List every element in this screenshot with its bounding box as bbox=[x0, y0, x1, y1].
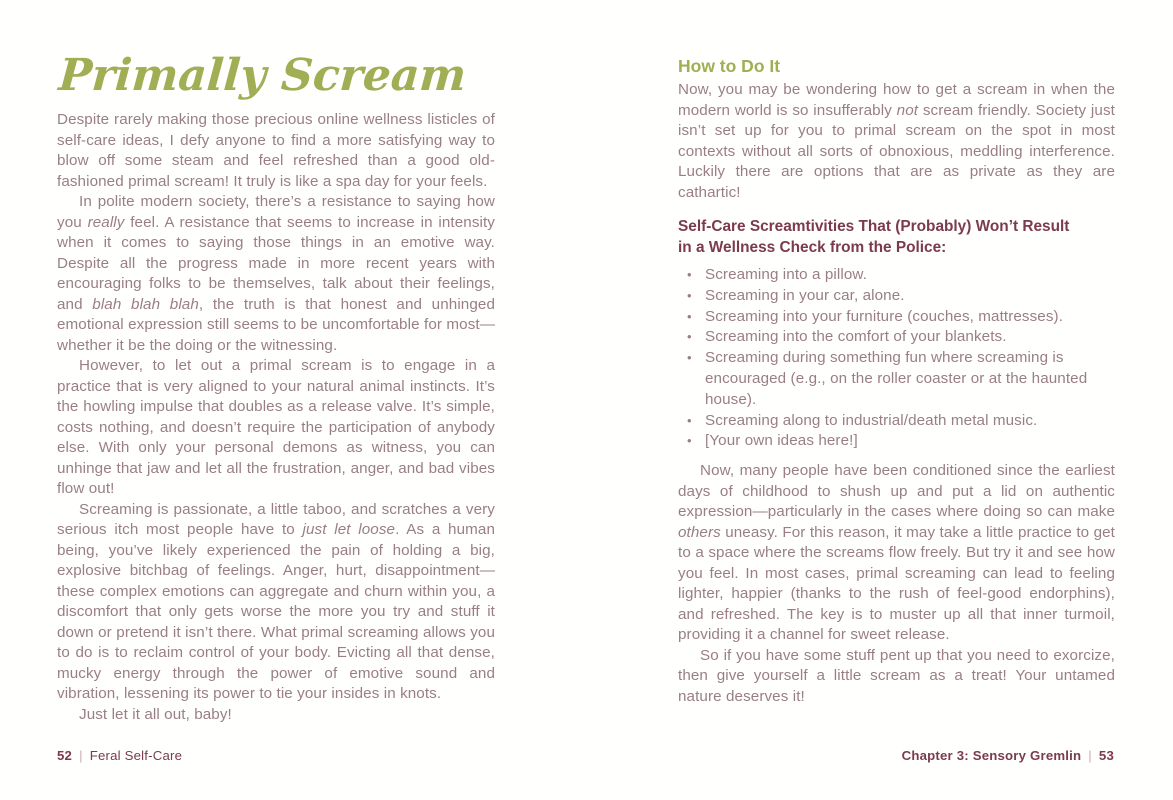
text-run: feel. A resistance that seems to increase in intensity when it comes to saying those things in an emotive way. Despite all the progress made in more recent years with encouraging folks to be themselves, talk about their feelings, and bbox=[57, 213, 496, 313]
text-run: Despite rarely making those precious online wellness listicles of self-care ideas, I defy anyone to find a more satisfying way to blow off some steam and feel refreshed than a good old-fashioned primal scream! It truly is like a spa day for your feels. bbox=[57, 111, 495, 190]
list-item: • [Your own ideas here!] bbox=[678, 431, 1115, 452]
right-page-column bbox=[678, 55, 1115, 707]
sub-heading-line2: in a Wellness Check from the Police: bbox=[678, 239, 947, 256]
left-page-number: 52 bbox=[57, 748, 73, 763]
book-title: Feral Self-Care bbox=[89, 748, 183, 763]
paragraph bbox=[678, 461, 1115, 646]
text-run: Now, you may be wondering how to get a scream in when the modern world is so insufferably bbox=[678, 81, 1115, 119]
paragraph bbox=[57, 356, 495, 500]
list-item: • Screaming into the comfort of your blankets. bbox=[678, 327, 1115, 348]
text-run: scream friendly. Society just isn’t set up for you to primal scream on the spot in most contexts without all sorts of obnoxious, meddling interference. Luckily there are options that are as private as they are cathartic! bbox=[678, 101, 1115, 201]
text-run: Screaming is passionate, a little taboo, and scratches a very serious itch most people have to bbox=[57, 500, 495, 538]
right-page-number: 53 bbox=[1098, 748, 1114, 763]
right-footer bbox=[902, 748, 1114, 764]
screamtivities-list bbox=[678, 265, 1115, 452]
text-run: . As a human being, you’ve likely experienced the pain of holding a big, explosive bitchbag of feelings. Anger, hurt, disappointment—these complex emotions can aggregate and churn within you, a discomfort that only gets worse the more you try and stuff it down or pretend it isn’t there. What primal screaming allows you to do is to reclaim control of your body. Evicting all that dense, mucky energy through the power of emotive sound and vibration, lessening its power to tie your insides in knots. bbox=[57, 521, 495, 702]
italic-text: not bbox=[896, 101, 919, 119]
chapter-label: Chapter 3: Sensory Gremlin bbox=[901, 748, 1082, 763]
list-item: • Screaming into your furniture (couches, mattresses). bbox=[678, 307, 1115, 328]
text-run: uneasy. For this reason, it may take a little practice to get to a space where the screams flow freely. But try it and see how you feel. In most cases, primal screaming can lead to feeling lighter, happier (thanks to the rush of feel-good endorphins), and refreshed. The key is to muster up all that inner turmoil, providing it a channel for sweet release. bbox=[678, 523, 1115, 644]
right-page-intro bbox=[678, 80, 1115, 203]
list-item: • Screaming in your car, alone. bbox=[678, 286, 1115, 307]
sub-heading bbox=[678, 216, 1115, 258]
page-title: Primally Scream bbox=[57, 50, 468, 101]
text-run: Now, many people have been conditioned since the earliest days of childhood to shush up and put a lid on authentic expression—particularly in the cases where doing so can make bbox=[678, 462, 1115, 521]
section-heading: How to Do It bbox=[678, 56, 781, 76]
paragraph bbox=[678, 646, 1115, 708]
paragraph bbox=[678, 80, 1115, 203]
text-run: , the truth is that honest and unhinged emotional expression still seems to be uncomfortable for most—whether it be the doing or the witnessing. bbox=[57, 295, 495, 354]
paragraph bbox=[57, 705, 495, 726]
right-page-outro bbox=[678, 461, 1115, 707]
text-run: In polite modern society, there’s a resistance to saying how you bbox=[57, 193, 495, 231]
list-item: • Screaming during something fun where screaming is encouraged (e.g., on the roller coaster or at the haunted house). bbox=[678, 348, 1115, 410]
italic-text: blah blah blah bbox=[92, 295, 199, 313]
footer-divider: | bbox=[79, 748, 83, 763]
italic-text: just let loose bbox=[302, 521, 396, 538]
sub-heading-line1: Self-Care Screamtivities That (Probably) Won’t Result bbox=[678, 218, 1070, 235]
italic-text: really bbox=[87, 213, 125, 231]
list-item: • Screaming into a pillow. bbox=[678, 265, 1115, 286]
italic-text: others bbox=[678, 523, 721, 541]
list-item: • Screaming along to industrial/death metal music. bbox=[678, 411, 1115, 432]
paragraph bbox=[57, 500, 495, 705]
paragraph bbox=[57, 192, 495, 356]
text-run: However, to let out a primal scream is to engage in a practice that is very aligned to your natural animal instincts. It’s the howling impulse that doubles as a release valve. It’s simple, costs nothing, and doesn’t require the participation of anybody else. With only your personal demons as witness, you can unhinge that jaw and let all the frustration, anger, and bad vibes flow out! bbox=[57, 357, 495, 497]
left-page-column bbox=[57, 50, 495, 725]
left-footer bbox=[57, 748, 182, 764]
text-run: So if you have some stuff pent up that you need to exorcize, then give yourself a little scream as a treat! Your untamed nature deserves it! bbox=[678, 646, 1115, 705]
footer-divider: | bbox=[1088, 748, 1092, 763]
paragraph bbox=[57, 110, 495, 192]
left-page-body bbox=[57, 110, 495, 725]
text-run: Just let it all out, baby! bbox=[79, 705, 232, 723]
